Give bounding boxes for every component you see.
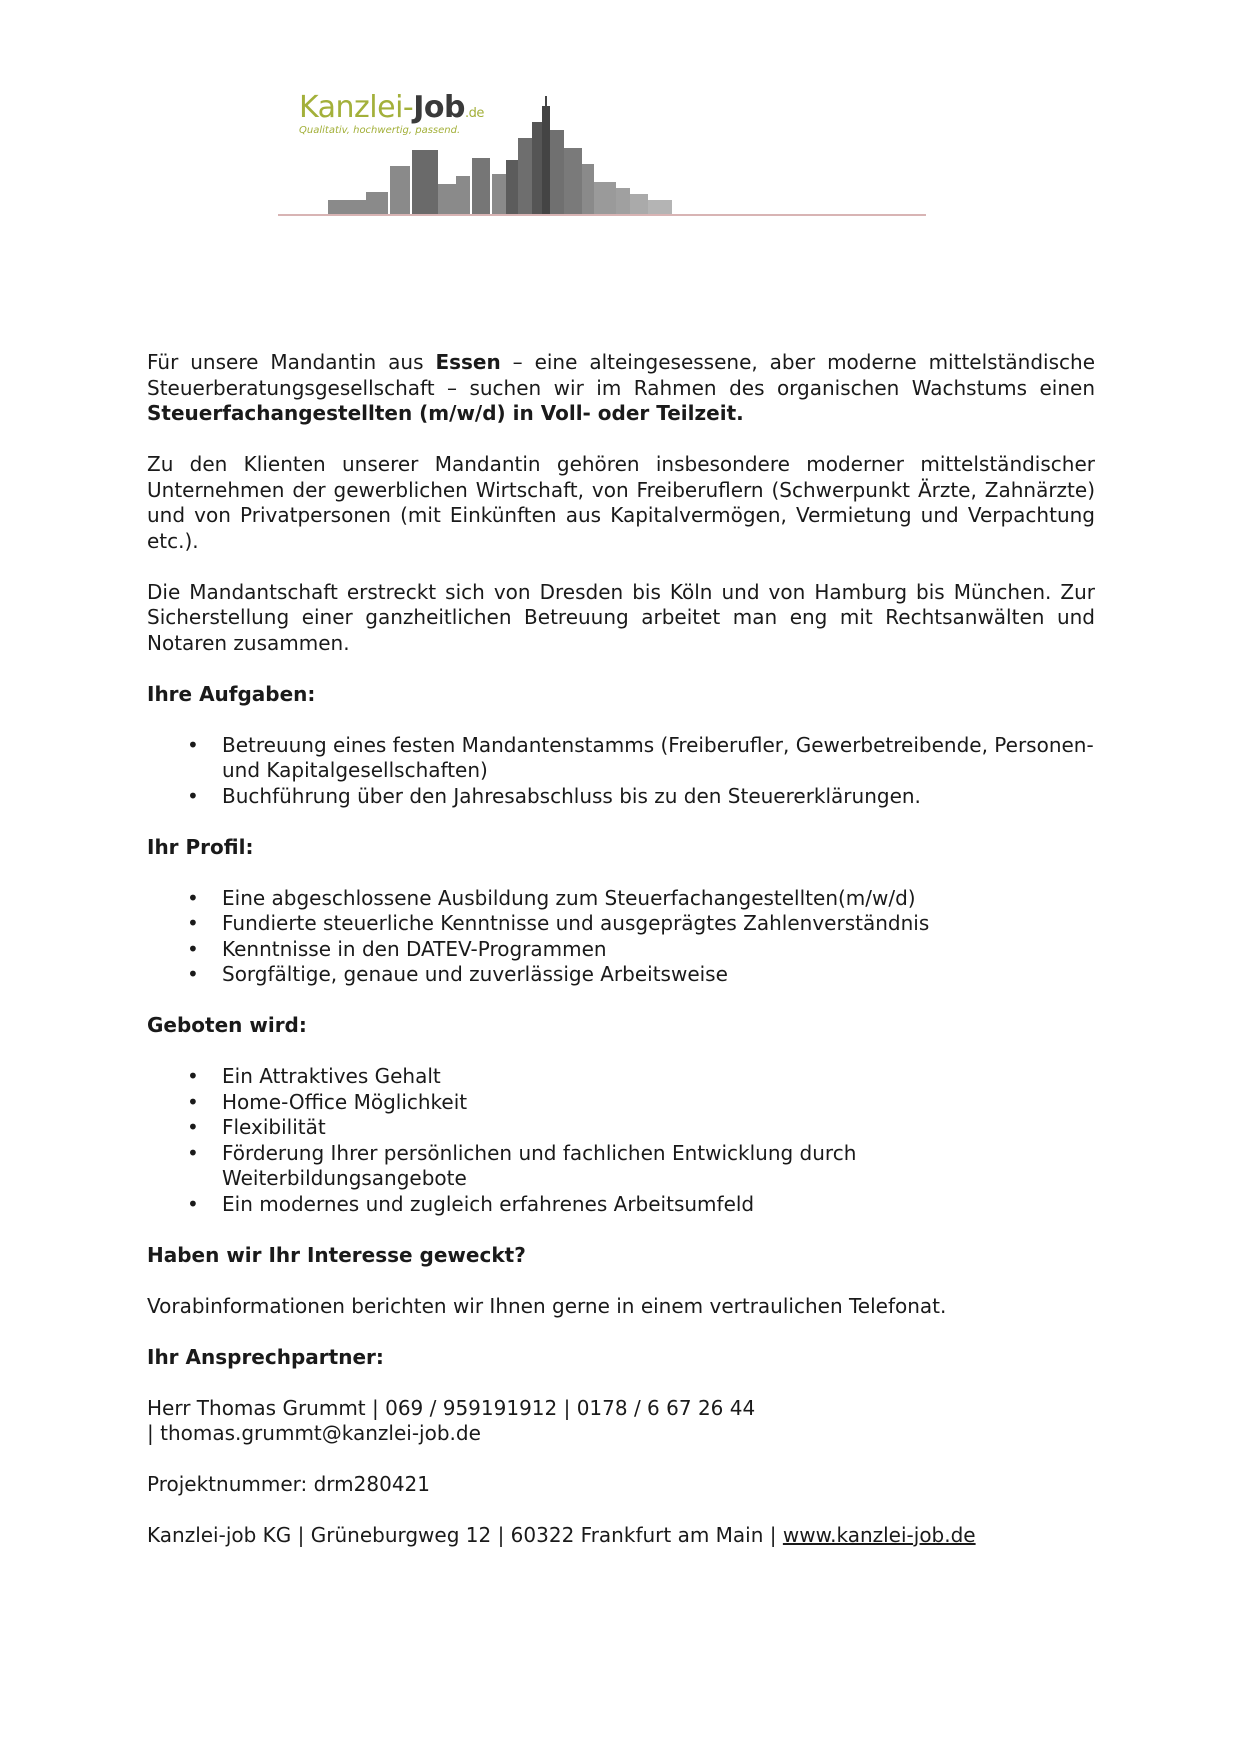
logo-brand-part2: Job	[413, 90, 465, 125]
footer-address	[147, 1523, 1095, 1549]
website-link[interactable]: www.kanzlei-job.de	[782, 1523, 976, 1547]
tasks-list	[147, 733, 1095, 810]
list-item: • Ein Attraktives Gehalt	[147, 1064, 1095, 1090]
project-number: Projektnummer: drm280421	[147, 1472, 430, 1496]
profile-heading: Ihr Profil:	[147, 834, 254, 859]
intro-position: Steuerfachangestellten (m/w/d) in Voll- oder Teilzeit.	[147, 401, 744, 425]
list-item: • Home-Office Möglichkeit	[147, 1090, 1095, 1116]
list-item: • Förderung Ihrer persönlichen und fachlichen Entwicklung durch Weiterbildungsangebote	[147, 1141, 1095, 1192]
company-logo	[278, 88, 928, 220]
tasks-heading: Ihre Aufgaben:	[147, 681, 316, 706]
logo-brand-part1: Kanzlei-	[299, 90, 414, 125]
profile-list	[147, 886, 1095, 988]
job-posting-body	[147, 350, 1095, 1574]
intro-mid: – eine alteingesessene, aber moderne mittelständische Steuerberatungsgesellschaft – suchen wir im Rahmen des organischen Wachstums einen	[147, 350, 1095, 400]
intro-paragraph	[147, 350, 1095, 427]
interest-text: Vorabinformationen berichten wir Ihnen gerne in einem vertraulichen Telefonat.	[147, 1293, 947, 1318]
logo-tagline: Qualitativ, hochwertig, passend.	[299, 125, 461, 136]
logo-brand-tld: .de	[465, 106, 484, 121]
clients-paragraph: Zu den Klienten unserer Mandantin gehören insbesondere moderner mittelständischer Unternehmen der gewerblichen Wirtschaft, von Freiberuflern (Schwerpunkt Ärzte, Zahnärzte) und von Privatpersonen (mit Einkünften aus Kapitalvermögen, Vermietung und Verpachtung etc.).	[147, 452, 1095, 553]
list-item: • Sorgfältige, genaue und zuverlässige Arbeitsweise	[147, 962, 1095, 988]
mandate-paragraph: Die Mandantschaft erstreckt sich von Dresden bis Köln und von Hamburg bis München. Zur Sicherstellung einer ganzheitlichen Betreuung arbeitet man eng mit Rechtsanwälten und Notaren zusammen.	[147, 579, 1095, 655]
contact-heading: Ihr Ansprechpartner:	[147, 1344, 384, 1369]
list-item: • Eine abgeschlossene Ausbildung zum Steuerfachangestellten(m/w/d)	[147, 886, 1095, 912]
intro-city: Essen	[435, 350, 501, 374]
intro-pre: Für unsere Mandantin aus	[147, 350, 436, 374]
list-item: • Buchführung über den Jahresabschluss bis zu den Steuererklärungen.	[147, 784, 1095, 810]
list-item: • Betreuung eines festen Mandantenstamms (Freiberufler, Gewerbetreibende, Personen- und Kapitalgesellschaften)	[147, 733, 1095, 784]
offer-list	[147, 1064, 1095, 1217]
list-item: • Fundierte steuerliche Kenntnisse und ausgeprägtes Zahlenverständnis	[147, 911, 1095, 937]
list-item: • Flexibilität	[147, 1115, 1095, 1141]
contact-line-2: | thomas.grummt@kanzlei-job.de	[147, 1421, 481, 1445]
list-item: • Ein modernes und zugleich erfahrenes Arbeitsumfeld	[147, 1192, 1095, 1218]
offer-heading: Geboten wird:	[147, 1013, 307, 1037]
list-item: • Kenntnisse in den DATEV-Programmen	[147, 937, 1095, 963]
contact-line-1: Herr Thomas Grummt | 069 / 959191912 | 0178 / 6 67 26 44	[147, 1395, 756, 1420]
footer-text: Kanzlei-job KG | Grüneburgweg 12 | 60322 Frankfurt am Main |	[147, 1523, 783, 1547]
interest-heading: Haben wir Ihr Interesse geweckt?	[147, 1242, 526, 1267]
